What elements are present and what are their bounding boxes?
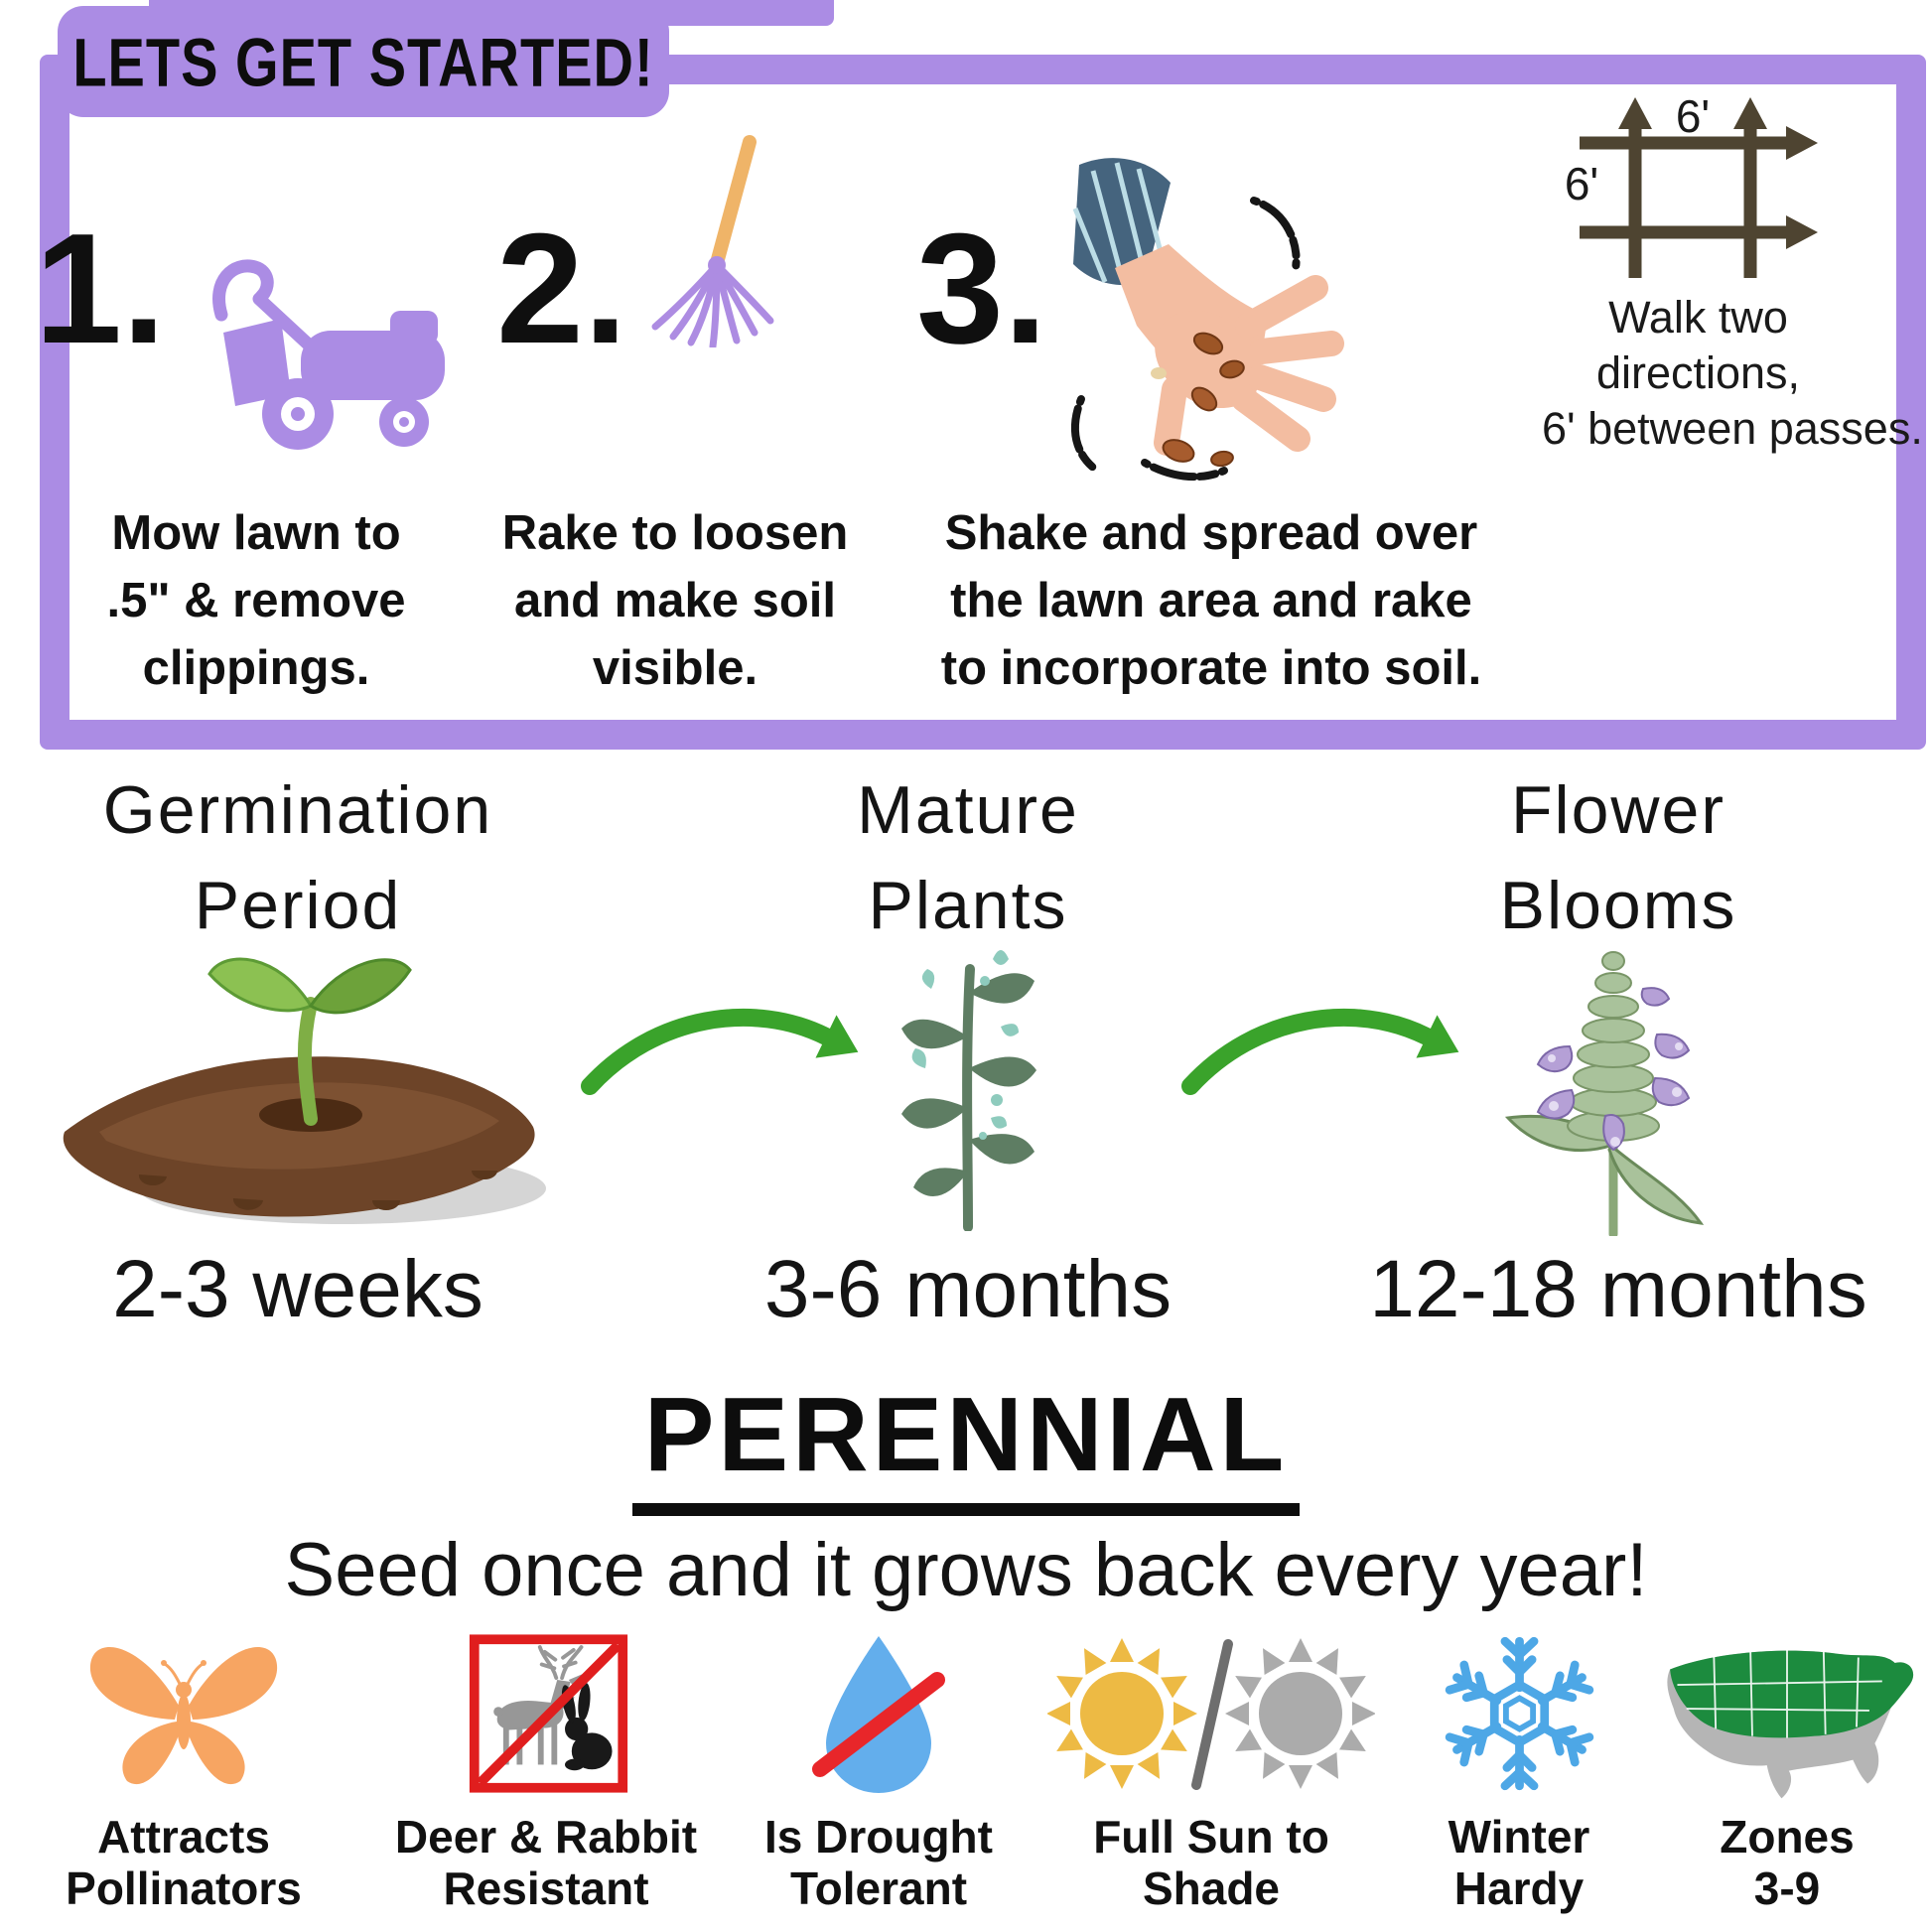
full-sun-icon [1047,1638,1197,1789]
sun-to-shade-icon [1047,1636,1375,1791]
mature-plant-image [874,941,1062,1231]
sprout-in-soil-image [45,938,556,1236]
hand-spreading-seeds-icon [1018,149,1345,482]
flower-bloom-image [1494,931,1732,1236]
perennial-heading-wrap [0,1375,1932,1516]
stage-title-germination: Germination Period [102,772,493,943]
duration-germination: 2-3 weeks [112,1244,483,1334]
feature-label-deer-rabbit: Deer & Rabbit Resistant [394,1811,698,1914]
step-3-number: 3. [916,202,1047,376]
no-deer-rabbit-icon [467,1630,630,1797]
shade-sun-icon [1225,1638,1375,1789]
grid-top-spacing-label: 6' [1675,90,1711,142]
step-3-caption: Shake and spread over the lawn area and rake to incorporate into soil. [940,506,1482,695]
stage-title-mature: Mature Plants [857,772,1079,943]
duration-mature: 3-6 months [763,1244,1173,1334]
us-map-zones-icon [1643,1628,1931,1802]
perennial-subheading: Seed once and it grows back every year! [284,1528,1648,1612]
feature-label-zones: Zones 3-9 [1720,1811,1855,1914]
grid-left-spacing-label: 6' [1564,158,1599,209]
grid-caption: Walk two directions, 6' between passes. [1542,292,1923,454]
page-title: LETS GET STARTED! [72,23,654,100]
step-2-caption: Rake to loosen and make soil visible. [501,506,849,695]
duration-flower: 12-18 months [1369,1244,1867,1334]
snowflake-icon [1438,1630,1601,1797]
step-1-caption: Mow lawn to .5" & remove clippings. [106,506,406,695]
arrow-right-icon [576,993,864,1107]
perennial-heading: PERENNIAL [632,1375,1301,1516]
step-2-number: 2. [496,202,627,376]
rake-icon [645,134,824,347]
arrow-right-icon [1176,993,1464,1107]
feature-label-drought: Is Drought Tolerant [764,1811,993,1914]
feature-label-winter: Winter Hardy [1448,1811,1590,1914]
feature-label-sun: Full Sun to Shade [1093,1811,1329,1914]
feature-label-pollinators: Attracts Pollinators [66,1811,302,1914]
step-1-number: 1. [35,202,166,376]
butterfly-icon [79,1630,288,1797]
drought-tolerant-icon [804,1630,953,1797]
lawn-mower-icon [204,253,447,457]
title-banner [58,6,669,117]
stage-title-flower: Flower Blooms [1499,772,1737,943]
